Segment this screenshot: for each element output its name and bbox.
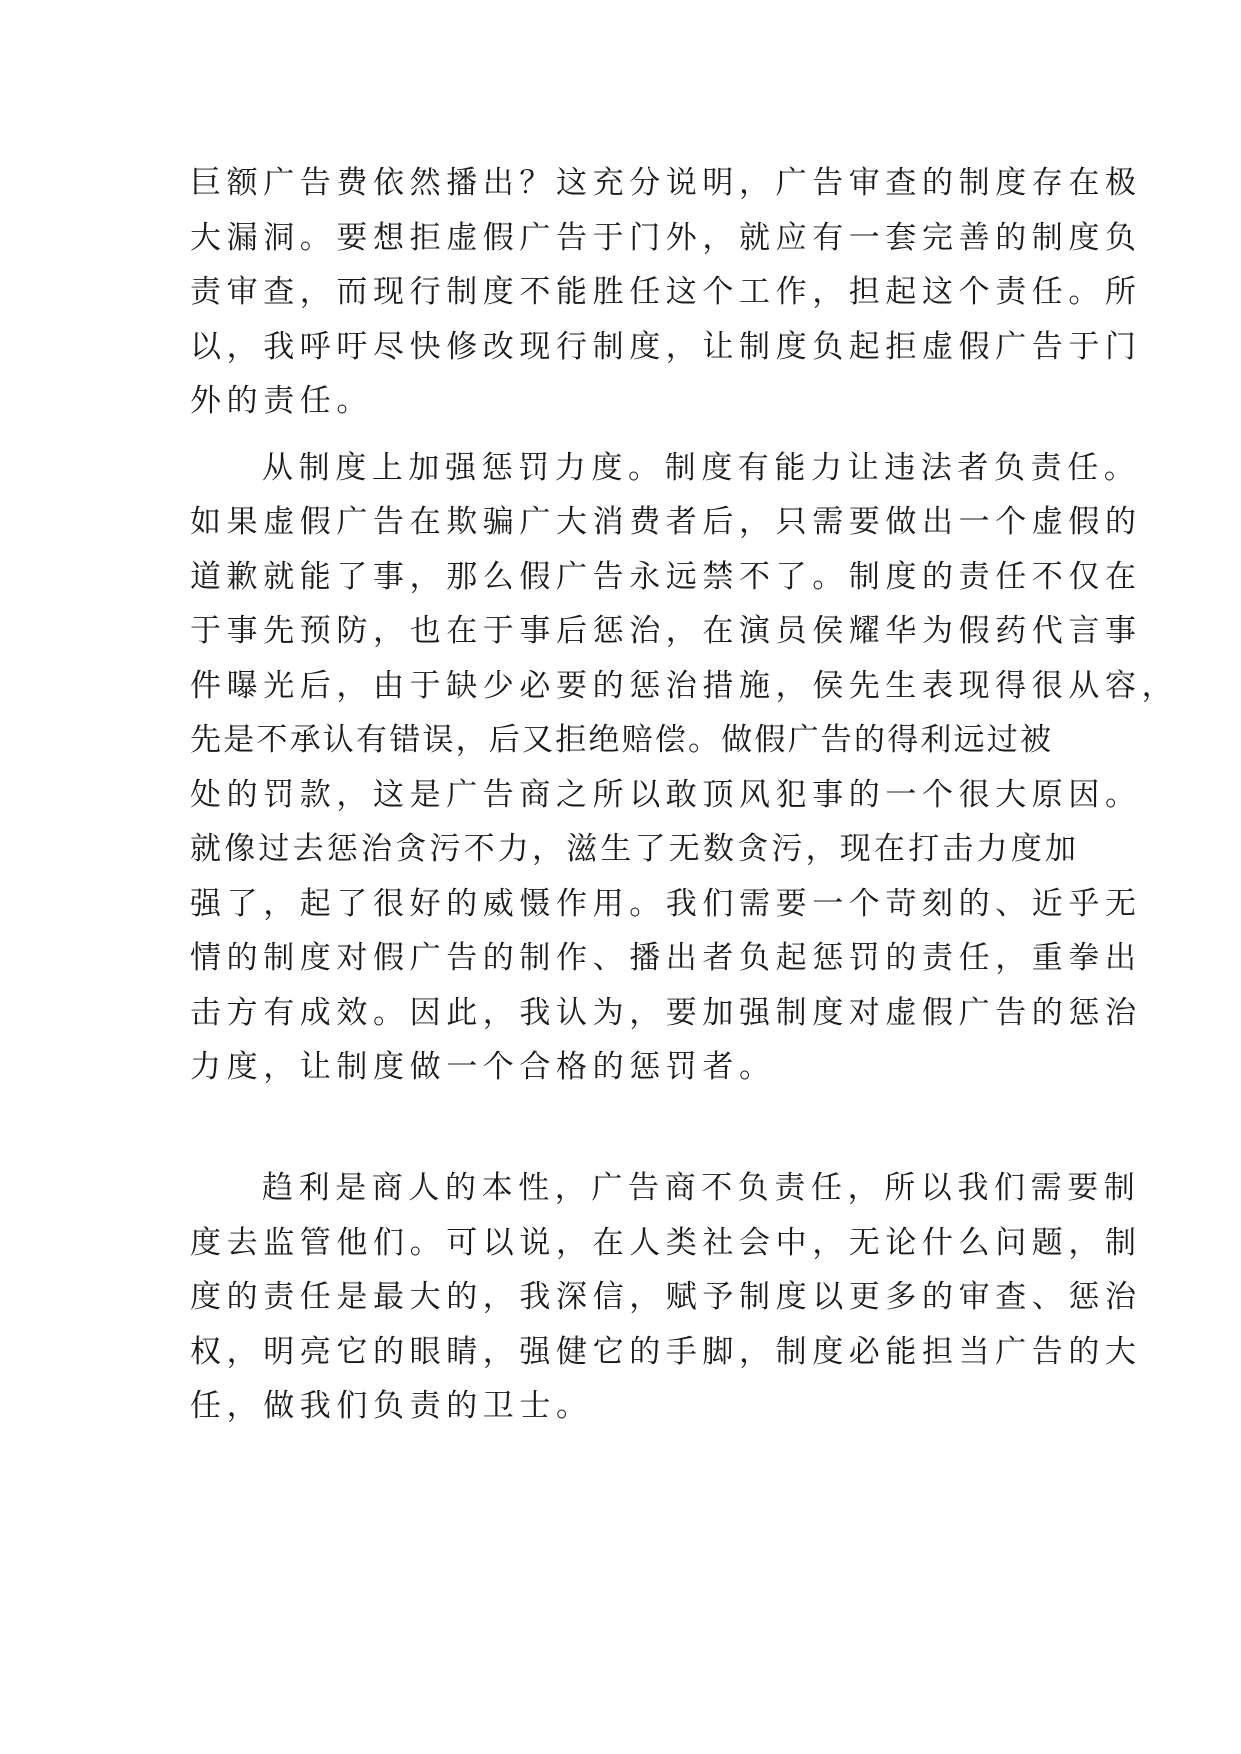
text-line: 度的责任是最大的，我深信，赋予制度以更多的审查、惩治 <box>190 1279 1142 1315</box>
text-line: 强了，起了很好的威慑作用。我们需要一个苛刻的、近乎无 <box>190 885 1142 922</box>
text-line: 于事先预防，也在于事后惩治，在演员侯耀华为假药代言事 <box>190 613 1142 649</box>
text-line: 度去监管他们。可以说，在人类社会中，无论什么问题，制 <box>190 1224 1142 1261</box>
paragraph-gap <box>190 1149 1060 1161</box>
text-line: 以，我呼吁尽快修改现行制度，让制度负起拒虚假广告于门 <box>190 328 1142 365</box>
text-line: 处的罚款，这是广告商之所以敢顶风犯事的一个很大原因。 <box>190 776 1142 813</box>
text-line-indented: 从制度上加强惩罚力度。制度有能力让违法者负责任。 <box>262 449 1141 486</box>
text-line: 就像过去惩治贪污不力，滋生了无数贪污，现在打击力度加 <box>190 831 1080 867</box>
text-line: 巨额广告费依然播出？这充分说明，广告审查的制度存在极 <box>190 165 1142 201</box>
text-line: 如果虚假广告在欺骗广大消费者后，只需要做出一个虚假的 <box>190 504 1142 540</box>
document-body <box>190 156 1179 1434</box>
text-line: 任，做我们负责的卫士。 <box>190 1388 593 1424</box>
text-line: 件曝光后，由于缺少必要的惩治措施，侯先生表现得很从容， <box>190 667 1179 704</box>
text-line: 责审查，而现行制度不能胜任这个工作，担起这个责任。所 <box>190 274 1142 310</box>
paragraph-gap <box>190 429 1060 441</box>
text-line <box>190 1095 1060 1150</box>
text-line: 大漏洞。要想拒虚假广告于门外，就应有一套完善的制度负 <box>190 219 1142 256</box>
text-line: 外的责任。 <box>190 383 373 419</box>
text-line: 情的制度对假广告的制作、播出者负起惩罚的责任，重拳出 <box>190 940 1142 976</box>
text-line: 击方有成效。因此，我认为，要加强制度对虚假广告的惩治 <box>190 994 1142 1031</box>
text-line: 权，明亮它的眼睛，强健它的手脚，制度必能担当广告的大 <box>190 1333 1142 1370</box>
text-line: 道歉就能了事，那么假广告永远禁不了。制度的责任不仅在 <box>190 558 1142 595</box>
text-line: 力度，让制度做一个合格的惩罚者。 <box>190 1049 776 1085</box>
text-line: 先是不承认有错误，后又拒绝赔偿。做假广告的得利远过被 <box>190 722 1054 758</box>
text-line-indented: 趋利是商人的本性，广告商不负责任，所以我们需要制 <box>262 1170 1141 1206</box>
